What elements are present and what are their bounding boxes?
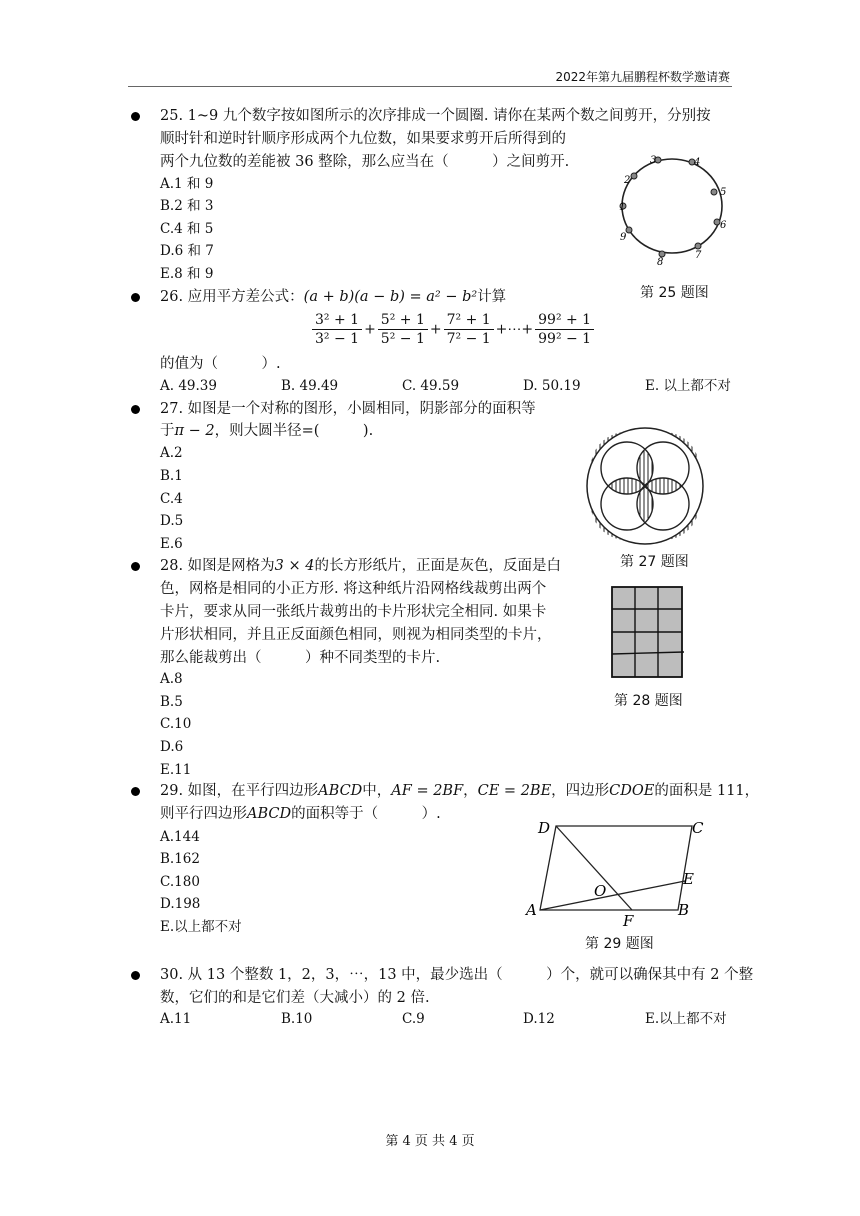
q25-option-e: E.8 和 9 — [160, 266, 214, 282]
bullet-q25 — [131, 112, 140, 121]
bullet-q26 — [131, 293, 140, 302]
q27-option-b: B.1 — [160, 468, 183, 484]
q29-option-d: D.198 — [160, 896, 201, 912]
q27-line2: 于π − 2，则大圆半径=( ). — [160, 423, 374, 439]
header-title: 2022年第九届鹏程杯数学邀请赛 — [555, 70, 730, 84]
q25-option-d: D.6 和 7 — [160, 243, 214, 259]
q25-num-2: 2 — [624, 175, 631, 186]
q28-grid-figure — [610, 585, 685, 680]
page-footer: 第 4 页 共 4 页 — [385, 1134, 475, 1149]
q28-option-e: E.11 — [160, 762, 192, 778]
fraction-3: $\frac{\text{7² + 1}}{\text{7² − 1}}$ — [444, 311, 494, 348]
q25-num-6: 6 — [720, 220, 727, 231]
q27-line1: 27. 如图是一个对称的图形，小圆相同，阴影部分的面积等 — [160, 401, 536, 417]
q28-option-a: A.8 — [160, 671, 183, 687]
label-e: E — [683, 870, 694, 888]
q25-num-8: 8 — [657, 257, 664, 268]
q26-option-c: C. 49.59 — [402, 378, 460, 394]
q28-line4: 片形状相同，并且正反面颜色相同，则视为相同类型的卡片， — [160, 627, 552, 643]
bullet-q28 — [131, 562, 140, 571]
label-a: A — [526, 901, 537, 919]
q30-line2: 数，它们的和是它们差（大减小）的 2 倍. — [160, 990, 430, 1006]
q29-parallelogram-figure — [522, 814, 718, 930]
q29-line2: 则平行四边形ABCD的面积等于（ ）. — [160, 806, 441, 822]
q28-option-d: D.6 — [160, 739, 184, 755]
q30-option-b: B.10 — [281, 1011, 313, 1027]
q25-line2: 顺时针和逆时针顺序形成两个九位数，如果要求剪开后所得到的 — [160, 131, 566, 147]
label-b: B — [678, 901, 690, 919]
q25-num-3: 3 — [650, 155, 657, 166]
q25-option-c: C.4 和 5 — [160, 221, 214, 237]
q28-line2: 色，网格是相同的小正方形. 将这种纸片沿网格线裁剪出两个 — [160, 581, 547, 597]
q30-option-a: A.11 — [160, 1011, 192, 1027]
fraction-4: $\frac{\text{99² + 1}}{\text{99² − 1}}$ — [535, 311, 594, 348]
q27-option-c: C.4 — [160, 491, 183, 507]
ellipsis-sign: +⋯+ — [495, 321, 534, 338]
q25-circle-figure — [612, 148, 737, 273]
q25-caption: 第 25 题图 — [640, 285, 709, 301]
q26-formula: (a + b)(a − b) = a² − b² — [303, 289, 478, 305]
q29-option-c: C.180 — [160, 874, 200, 890]
bullet-q29 — [131, 787, 140, 796]
q26-sum-expression — [310, 311, 596, 348]
q30-option-d: D.12 — [523, 1011, 555, 1027]
label-d: D — [538, 819, 551, 837]
q26-option-e: E. 以上都不对 — [645, 378, 731, 394]
bullet-q27 — [131, 405, 140, 414]
q27-option-a: A.2 — [160, 445, 183, 461]
q25-num-4: 4 — [694, 157, 701, 168]
plus-sign: + — [429, 321, 442, 338]
q25-option-a: A.1 和 9 — [160, 176, 214, 192]
q29-option-e: E.以上都不对 — [160, 919, 242, 935]
q28-option-b: B.5 — [160, 694, 183, 710]
q29-line1: 29. 如图，在平行四边形ABCD中，AF = 2BF，CE = 2BE，四边形CDOE的面积是 111， — [160, 783, 760, 799]
q27-option-d: D.5 — [160, 513, 184, 529]
q26-tail: 计算 — [477, 289, 507, 305]
q26-line3: 的值为（ ）. — [160, 356, 281, 372]
q27-caption: 第 27 题图 — [620, 554, 689, 570]
label-c: C — [692, 819, 704, 837]
q30-option-e: E.以上都不对 — [645, 1011, 727, 1027]
q28-line3: 卡片，要求从同一张纸片裁剪出的卡片形状完全相同. 如果卡 — [160, 604, 547, 620]
label-o: O — [594, 882, 607, 900]
q28-option-c: C.10 — [160, 716, 192, 732]
q27-option-e: E.6 — [160, 536, 183, 552]
plus-sign: + — [364, 321, 376, 338]
q29-option-a: A.144 — [160, 829, 200, 845]
q25-line1: 25. 1~9 九个数字按如图所示的次序排成一个圆圈. 请你在某两个数之间剪开，分别按 — [160, 108, 711, 124]
fraction-2: $\frac{\text{5² + 1}}{\text{5² − 1}}$ — [378, 311, 428, 348]
q27-circles-figure — [583, 424, 707, 548]
bullet-q30 — [131, 971, 140, 980]
q27-math: π − 2 — [174, 423, 215, 439]
q25-num-5: 5 — [720, 187, 727, 198]
label-f: F — [623, 912, 634, 930]
q25-option-b: B.2 和 3 — [160, 198, 214, 214]
q26-option-a: A. 49.39 — [160, 378, 217, 394]
q25-line3: 两个九位数的差能被 36 整除，那么应当在（ ）之间剪开. — [160, 154, 570, 170]
q30-option-c: C.9 — [402, 1011, 425, 1027]
q26-text: 26. 应用平方差公式： — [160, 289, 304, 305]
q28-line1: 28. 如图是网格为3 × 4的长方形纸片，正面是灰色，反面是白 — [160, 558, 561, 574]
q25-num-7: 7 — [695, 250, 702, 261]
q28-caption: 第 28 题图 — [614, 693, 683, 709]
q30-line1: 30. 从 13 个整数 1，2，3，⋯，13 中，最少选出（ ）个，就可以确保其中有 2 个整 — [160, 967, 754, 983]
q26-option-b: B. 49.49 — [281, 378, 339, 394]
q28-math: 3 × 4 — [274, 558, 315, 574]
q26-option-d: D. 50.19 — [523, 378, 581, 394]
header-rule — [128, 86, 732, 87]
q29-option-b: B.162 — [160, 851, 200, 867]
q26-line1 — [160, 286, 506, 309]
fraction-1: $\frac{\text{3² + 1}}{\text{3² − 1}}$ — [312, 311, 362, 348]
q28-line5: 那么能裁剪出（ ）种不同类型的卡片. — [160, 650, 441, 666]
q25-num-9: 9 — [620, 232, 627, 243]
q29-caption: 第 29 题图 — [585, 936, 654, 952]
q25-num-1: 1 — [619, 202, 626, 213]
